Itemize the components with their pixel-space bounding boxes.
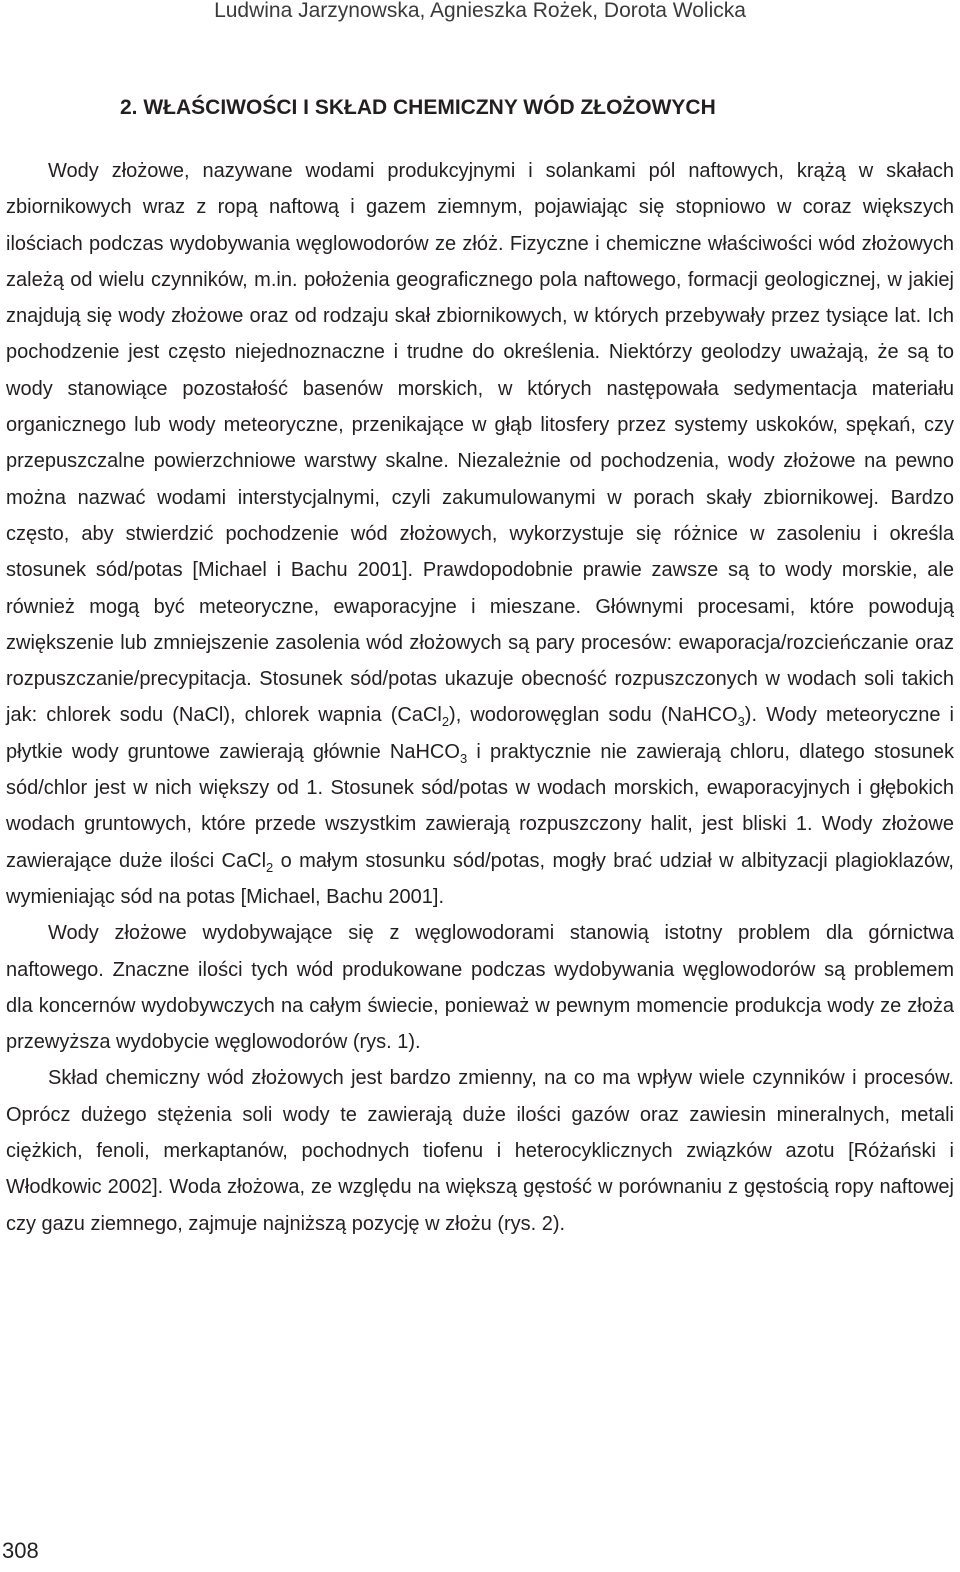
section-heading: 2. WŁAŚCIWOŚCI I SKŁAD CHEMICZNY WÓD ZŁOŻOWYCH bbox=[120, 96, 716, 119]
paragraph-1-text-e: o małym stosunku sód/potas, mogły brać udział w albityzacji plagioklazów, wymieniając sód na potas [Michael, Bachu 2001]. bbox=[6, 849, 954, 908]
paragraph-3: Skład chemiczny wód złożowych jest bardzo zmienny, na co ma wpływ wiele czynników i procesów. Oprócz dużego stężenia soli wody te zawierają duże ilości gazów oraz zawiesin mineralnych, metali ciężkich, fenoli, merkaptanów, pochodnych tiofenu i heterocyklicznych związków azotu [Różański i Włodkowic 2002]. Woda złożowa, ze względu na większą gęstość w porównaniu z gęstością ropy naftowej czy gazu ziemnego, zajmuje najniższą pozycję w złożu (rys. 2). bbox=[6, 1067, 954, 1235]
paragraph-1-text-a: Wody złożowe, nazywane wodami produkcyjnymi i solankami pól naftowych, krążą w skałach zbiornikowych wraz z ropą naftową i gazem ziemnym, pojawiając się stopniowo w coraz większych ilościach podczas wydobywania węglowodorów ze złóż. Fizyczne i chemiczne właściwości wód złożowych zależą od wielu czynników, m.in. położenia geograficznego pola naftowego, formacji geologicznej, w jakiej znajdują się wody złożowe oraz od rodzaju skał zbiornikowych, w których przebywały przez tysiące lat. Ich pochodzenie jest często niejednoznaczne i trudne do określenia. Niektórzy geolodzy uważają, że są to wody stanowiące pozostałość basenów morskich, w których następowała sedymentacja materiału organicznego lub wody meteoryczne, przenikające w głąb litosfery przez systemy uskoków, spękań, czy przepuszczalne powierzchniowe warstwy skalne. Niezależnie od pochodzenia, wody złożowe na pewno można nazwać wodami interstycjalnymi, czyli zakumulowanymi w porach skały zbiornikowej. Bardzo często, aby stwierdzić pochodzenie wód złożowych, wykorzystuje się różnice w zasoleniu i określa stosunek sód/potas [Michael i Bachu 2001]. Prawdopodobnie prawie zawsze są to wody morskie, ale również mogą być meteoryczne, ewaporacyjne i mieszane. Głównymi procesami, które powodują zwiększenie lub zmniejszenie zasolenia wód złożowych są pary procesów: ewaporacja/rozcieńczanie oraz rozpuszczanie/precypitacja. Stosunek sód/potas ukazuje obecność rozpuszczonych w wodach soli takich jak: chlorek sodu (NaCl), chlorek wapnia (CaCl bbox=[6, 160, 954, 727]
subscript: 2 bbox=[266, 859, 274, 875]
body-text bbox=[6, 153, 954, 1242]
paragraph-1 bbox=[6, 153, 954, 915]
page-number: 308 bbox=[2, 1538, 39, 1563]
header-authors: Ludwina Jarzynowska, Agnieszka Rożek, Dorota Wolicka bbox=[214, 0, 746, 22]
subscript: 3 bbox=[459, 750, 468, 766]
subscript: 2 bbox=[441, 714, 450, 730]
paragraph-1-text-c: ). Wody meteoryczne i płytkie wody gruntowe zawierają głównie NaHCO bbox=[6, 704, 954, 763]
paragraph-1-text-d: i praktycznie nie zawierają chloru, dlatego stosunek sód/chlor jest w nich większy od 1. Stosunek sód/potas w wodach morskich, ewaporacyjnych i głębokich wodach gruntowych, które przede wszystkim zawierają rozpuszczony halit, jest bliski 1. Wody złożowe zawierające duże ilości CaCl bbox=[6, 740, 954, 872]
paragraph-1-text-b: ), wodorowęglan sodu (NaHCO bbox=[449, 704, 738, 727]
running-header bbox=[0, 0, 960, 24]
subscript: 3 bbox=[737, 714, 745, 730]
paragraph-2: Wody złożowe wydobywające się z węglowodorami stanowią istotny problem dla górnictwa naftowego. Znaczne ilości tych wód produkowane podczas wydobywania węglowodorów są problemem dla koncernów wydobywczych na całym świecie, ponieważ w pewnym momencie produkcja wody ze złoża przewyższa wydobycie węglowodorów (rys. 1). bbox=[6, 922, 954, 1054]
